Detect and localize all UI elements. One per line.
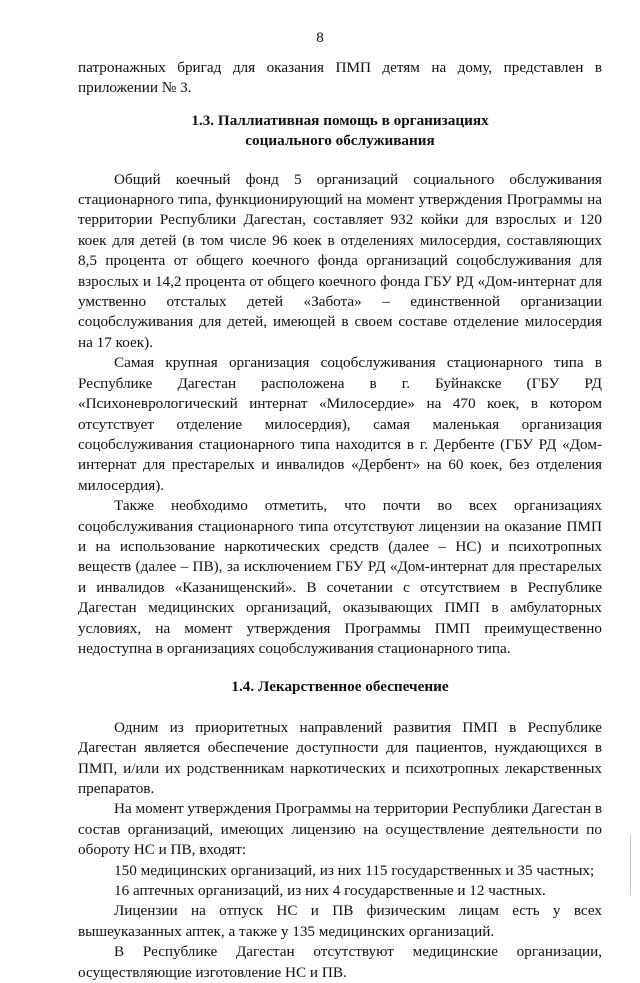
section-1-3-paragraph-3: Также необходимо отметить, что почти во всех организациях соцобслуживания стационарного типа отсутствуют лицензии на оказание ПМП и на использование наркотических средств (далее – НС) и психотропных веществ (далее – ПВ), за исключением ГБУ РД «Дом-интернат для престарелых и инвалидов «Казанищенский». В сочетании с отсутствием в Республике Дагестан медицинских организаций, оказывающих ПМП в амбулаторных условиях, на момент утверждения Программы ПМП преимущественно недоступна в организациях соцобслуживания стационарного типа. — [78, 497, 602, 657]
list-item-medical-orgs: 150 медицинских организаций, из них 115 государственных и 35 частных; — [114, 861, 595, 879]
section-1-3-title-line1: 1.3. Паллиативная помощь в организациях — [191, 111, 489, 129]
intro-paragraph: патронажных бригад для оказания ПМП детям на дому, представлен в приложении № 3. — [78, 59, 602, 97]
section-1-3-heading — [78, 111, 602, 152]
section-1-3-paragraph-2: Самая крупная организация соцобслуживания стационарного типа в Республике Дагестан расположена в г. Буйнакске (ГБУ РД «Психоневрологический интернат «Милосердие» на 470 коек, в котором отсутствует отделение милосердия), самая маленькая организация соцобслуживания стационарного типа находится в г. Дербенте (ГБУ РД «Дом-интернат для престарелых и инвалидов «Дербент» на 60 коек, без отделения милосердия). — [78, 354, 602, 494]
section-1-4-paragraph-2: На момент утверждения Программы на территории Республики Дагестан в состав организаций, имеющих лицензию на осуществление деятельности по обороту НС и ПВ, входят: — [78, 800, 602, 859]
section-1-4-paragraph-1: Одним из приоритетных направлений развития ПМП в Республике Дагестан является обеспечение доступности для пациентов, нуждающихся в ПМП, и/или их родственникам наркотических и психотропных лекарственных препаратов. — [78, 718, 602, 797]
section-1-3-paragraph-1: Общий коечный фонд 5 организаций социального обслуживания стационарного типа, функционирующий на момент утверждения Программы на территории Республики Дагестан, составляет 932 койки для взрослых и 120 коек для детей (в том числе 96 коек в отделениях милосердия, составляющих 8,5 процента от общего коечного фонда организаций соцобслуживания для взрослых и 14,2 процента от общего коечного фонда ГБУ РД «Дом-интернат для умственно отсталых детей «Забота» – единственной организации соцобслуживания для детей, имеющей в своем составе отделение милосердия на 17 коек). — [78, 170, 602, 351]
section-1-4-paragraph-4: В Республике Дагестан отсутствуют медицинские организации, осуществляющие изготовление НС и ПВ. — [78, 943, 602, 981]
section-1-3-title-line2: социального обслуживания — [245, 132, 435, 150]
document-body — [78, 58, 602, 983]
section-1-4-paragraph-3: Лицензии на отпуск НС и ПВ физическим лицам есть у всех вышеуказанных аптек, а также у 135 медицинских организаций. — [78, 902, 602, 940]
page-number: 8 — [316, 30, 324, 46]
scan-edge-line — [630, 835, 631, 895]
list-item-pharmacies: 16 аптечных организаций, из них 4 государственные и 12 частных. — [114, 882, 546, 900]
section-1-4-heading: 1.4. Лекарственное обеспечение — [231, 678, 449, 696]
